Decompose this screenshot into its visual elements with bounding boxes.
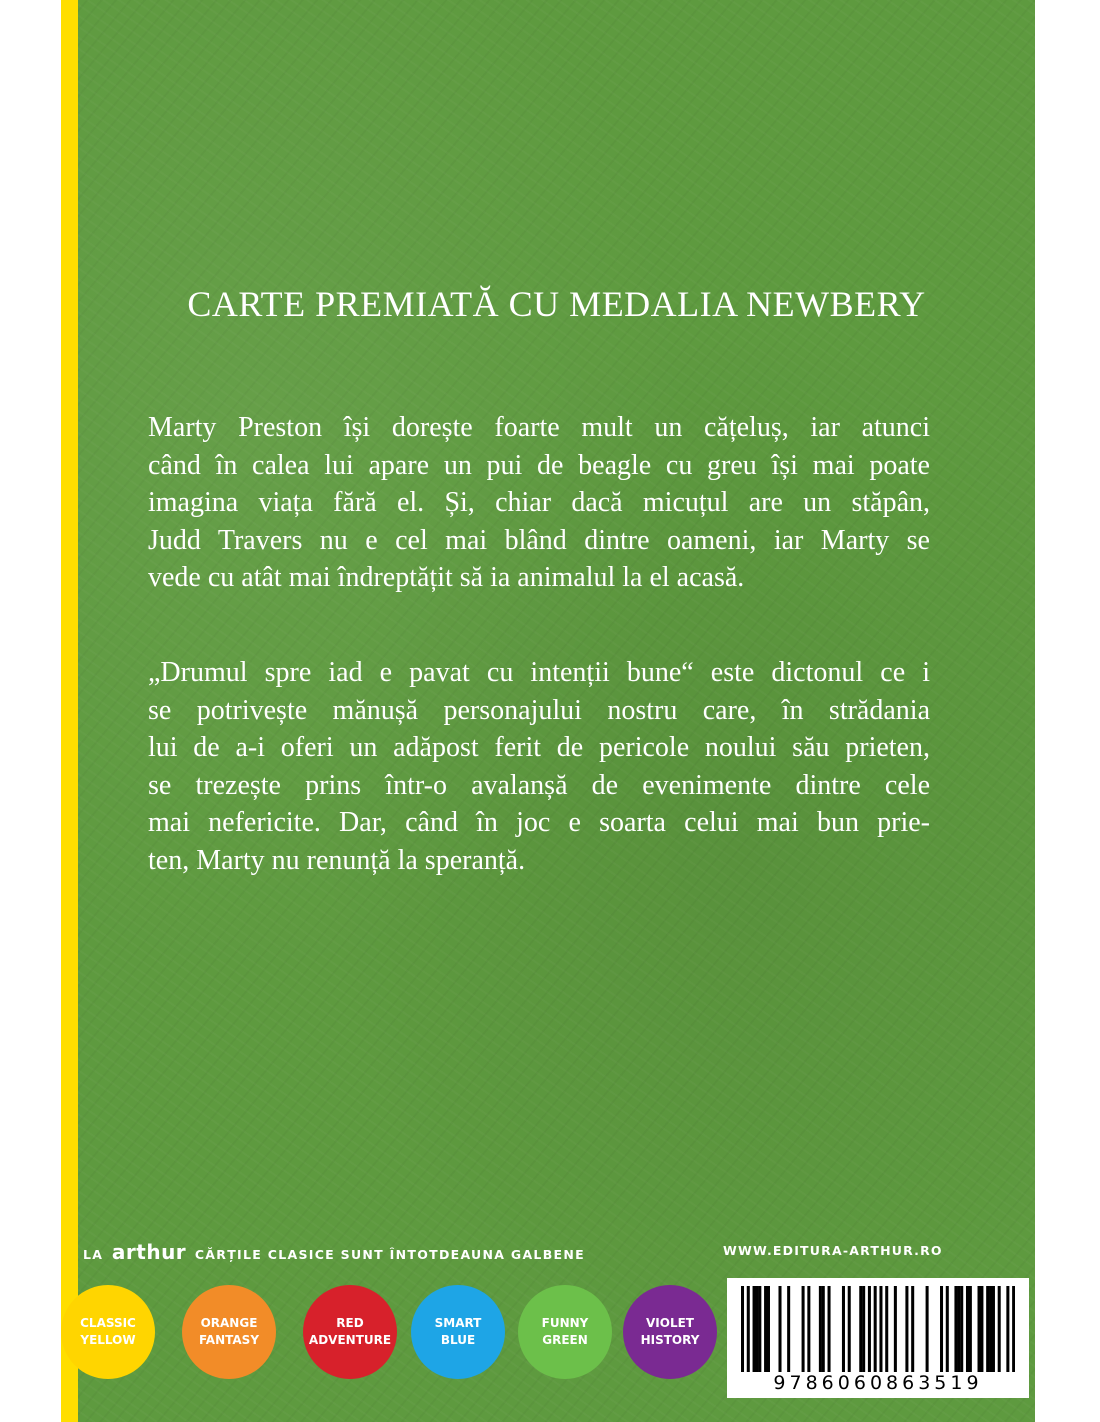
back-cover	[61, 0, 1035, 1422]
collection-badge-funny-green	[518, 1285, 612, 1379]
barcode-bar	[998, 1286, 1001, 1372]
barcode-bar	[980, 1286, 983, 1372]
barcode-bar	[842, 1286, 845, 1372]
badge-label-line2: ADVENTURE	[308, 1333, 392, 1347]
barcode-bar	[741, 1286, 744, 1372]
barcode-bar	[879, 1286, 882, 1372]
isbn-digits: 9786060863519	[773, 1372, 983, 1394]
badge-label-line1: FUNNY	[541, 1316, 589, 1330]
collection-badge-red-adventure	[303, 1285, 397, 1379]
barcode-bar	[905, 1286, 908, 1372]
blurb-paragraph-2	[148, 654, 930, 879]
blurb-line: Judd Travers nu e cel mai blând dintre oameni, iar Marty se	[148, 524, 930, 556]
barcode-bar	[767, 1286, 770, 1372]
barcode-bar	[747, 1286, 750, 1372]
blurb-line: imagina viața fără el. Și, chiar dacă micuțul are un stăpân,	[148, 487, 930, 518]
barcode-bar	[992, 1286, 995, 1372]
blurb-line: Marty Preston își dorește foarte mult un cățeluș, iar atunci	[148, 412, 930, 443]
tagline-text: CĂRȚILE CLASICE SUNT ÎNTOTDEAUNA GALBENE	[194, 1247, 585, 1262]
badge-label-line1: VIOLET	[646, 1316, 694, 1330]
blurb-line: lui de a-i oferi un adăpost ferit de pericole noului său prieten,	[148, 732, 930, 763]
barcode-bar	[822, 1286, 825, 1372]
badge-label-line2: YELLOW	[80, 1333, 136, 1347]
blurb-line: mai nefericite. Dar, când în joc e soarta celui mai bun prie-	[148, 807, 930, 838]
collection-badge-violet-history	[623, 1285, 717, 1379]
barcode-bars	[741, 1286, 1015, 1372]
barcode-bar	[989, 1286, 992, 1372]
barcode-bar	[819, 1286, 822, 1372]
badge-label-line1: SMART	[434, 1316, 482, 1330]
isbn-barcode	[727, 1278, 1029, 1398]
barcode-bar	[911, 1286, 914, 1372]
barcode-bar	[758, 1286, 761, 1372]
blurb-line: vede cu atât mai îndreptățit să ia animalul la el acasă.	[148, 562, 745, 593]
barcode-bar	[894, 1286, 897, 1372]
barcode-bar	[755, 1286, 758, 1372]
badge-label-line1: CLASSIC	[80, 1316, 136, 1330]
barcode-bar	[940, 1286, 943, 1372]
barcode-bar	[787, 1286, 790, 1372]
blurb-line: se trezește prins într-o avalanșă de evenimente dintre cele	[148, 769, 930, 801]
blurb-line: când în calea lui apare un pui de beagle cu greu își mai poate	[148, 449, 930, 481]
barcode-bar	[986, 1286, 989, 1372]
barcode-bar	[874, 1286, 877, 1372]
badge-label-line2: HISTORY	[640, 1333, 700, 1347]
collection-badge-classic-yellow	[61, 1285, 155, 1379]
barcode-bar	[848, 1286, 851, 1372]
barcode-bar	[1012, 1286, 1015, 1372]
barcode-bar	[957, 1286, 960, 1372]
barcode-bar	[1006, 1286, 1009, 1372]
badge-label-line1: ORANGE	[200, 1316, 258, 1330]
barcode-bar	[778, 1286, 781, 1372]
barcode-bar	[764, 1286, 767, 1372]
barcode-bar	[802, 1286, 805, 1372]
barcode-bar	[926, 1286, 929, 1372]
blurb-line: „Drumul spre iad e pavat cu intenții bune“ este dictonul ce i	[148, 657, 930, 688]
barcode-bar	[946, 1286, 949, 1372]
badge-label-line2: FANTASY	[198, 1333, 260, 1347]
collection-badge-smart-blue	[411, 1285, 505, 1379]
blurb-line: se potrivește mănușă personajului nostru care, în strădania	[148, 694, 930, 726]
collection-badge-orange-fantasy	[182, 1285, 276, 1379]
barcode-bar	[978, 1286, 981, 1372]
barcode-bar	[969, 1286, 972, 1372]
award-heading: CARTE PREMIATĂ CU MEDALIA NEWBERY	[187, 284, 926, 324]
blurb-paragraph-1	[148, 409, 930, 597]
publisher-logo: arthur	[111, 1240, 187, 1264]
badge-label-line1: RED	[336, 1316, 364, 1330]
publisher-website: WWW.EDITURA-ARTHUR.RO	[723, 1243, 943, 1258]
barcode-bar	[954, 1286, 957, 1372]
tagline-prefix: LA	[83, 1247, 104, 1262]
barcode-bar	[807, 1286, 810, 1372]
barcode-bar	[753, 1286, 756, 1372]
badge-label-line2: GREEN	[542, 1333, 588, 1347]
barcode-bar	[862, 1286, 865, 1372]
badge-label-line2: BLUE	[440, 1333, 476, 1347]
barcode-bar	[828, 1286, 831, 1372]
barcode-bar	[885, 1286, 888, 1372]
blurb-line: ten, Marty nu renunță la speranță.	[148, 844, 526, 876]
yellow-spine-stripe	[61, 0, 78, 1422]
barcode-bar	[966, 1286, 969, 1372]
barcode-bar	[960, 1286, 963, 1372]
barcode-bar	[868, 1286, 871, 1372]
collection-tagline	[83, 1240, 585, 1264]
barcode-bar	[859, 1286, 862, 1372]
